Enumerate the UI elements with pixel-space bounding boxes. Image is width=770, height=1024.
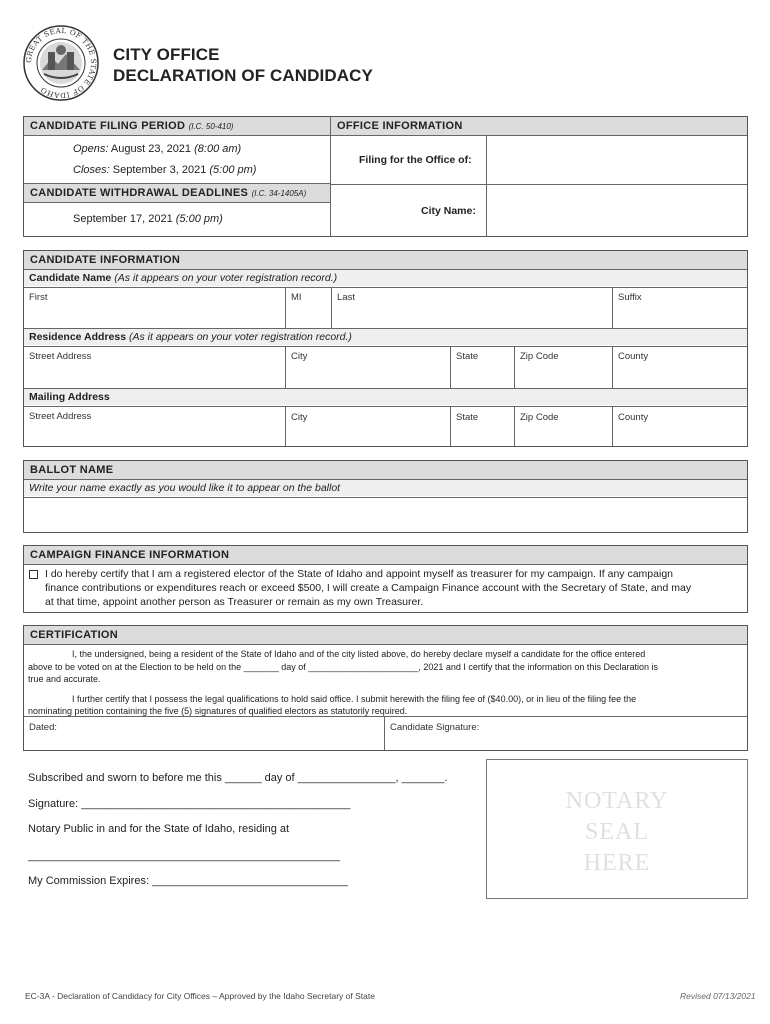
city-name-field[interactable] [487, 185, 747, 236]
mailing-street-field[interactable]: Street Address [29, 411, 92, 422]
mailing-zip-field[interactable]: Zip Code [520, 412, 559, 423]
mailing-city-field[interactable]: City [291, 412, 308, 423]
footer-form-id: EC-3A - Declaration of Candidacy for City Offices – Approved by the Idaho Secretary of State [25, 991, 375, 1001]
mailing-state-field[interactable]: State [456, 412, 479, 423]
residence-state-field[interactable]: State [456, 351, 479, 362]
residence-street-field[interactable]: Street Address [29, 351, 92, 362]
opens-line: Opens: August 23, 2021 (8:00 am) [73, 143, 242, 155]
office-of-field[interactable] [487, 136, 747, 183]
office-info-header: OFFICE INFORMATION [331, 117, 747, 135]
candidate-name-subheader: Candidate Name (As it appears on your voter registration record.) [24, 270, 747, 286]
first-name-field[interactable]: First [29, 292, 48, 303]
residence-county-field[interactable]: County [618, 351, 649, 362]
campaign-finance-text: I do hereby certify that I am a registered elector of the State of Idaho and appoint myself as treasurer for my campaign. If any campaign finance contributions or expenditures reach or exceed $500, I will create a Campaign Finance account with the Secretary of State, and may at that time, appoint another person as Treasurer or remain as my own Treasurer. [45, 568, 692, 608]
city-name-label: City Name: [421, 205, 476, 217]
closes-line: Closes: September 3, 2021 (5:00 pm) [73, 164, 257, 176]
notary-public-line: Notary Public in and for the State of Idaho, residing at [28, 823, 290, 835]
svg-text:GREAT SEAL OF THE STATE OF IDA: GREAT SEAL OF THE STATE OF IDAHO [23, 25, 99, 101]
notary-seal-box: NOTARY SEAL HERE [486, 759, 748, 899]
ballot-instruction: Write your name exactly as you would like it to appear on the ballot [24, 480, 747, 496]
state-seal-icon [22, 24, 100, 102]
mailing-county-field[interactable]: County [618, 412, 649, 423]
suffix-field[interactable]: Suffix [618, 292, 642, 303]
certification-header: CERTIFICATION [24, 626, 747, 644]
residence-city-field[interactable]: City [291, 351, 308, 362]
office-of-label: Filing for the Office of: [359, 154, 472, 166]
mi-field[interactable]: MI [291, 292, 302, 303]
last-name-field[interactable]: Last [337, 292, 355, 303]
certification-text: I, the undersigned, being a resident of the State of Idaho and of the city listed above, do hereby declare myself a candidate for the office entered above to be voted on at the Election to be held on the _______ day of ______________________, 2021 and I certify that the information on this Declaration is true and accurate. I further certify that I possess the legal qualifications to hold said office. I submit herewith the filing fee of ($40.00), or in lieu of the filing fee the nominating petition containing the five (5) signatures of qualified electors as statutorily required. [28, 649, 658, 716]
candidate-info-header: CANDIDATE INFORMATION [24, 251, 747, 269]
commission-expires-line[interactable]: My Commission Expires: ________________________________ [28, 875, 348, 887]
page-title: CITY OFFICE DECLARATION OF CANDIDACY [113, 45, 373, 85]
withdrawal-date: September 17, 2021 (5:00 pm) [73, 213, 223, 225]
residence-zip-field[interactable]: Zip Code [520, 351, 559, 362]
treasurer-checkbox[interactable] [29, 570, 38, 579]
footer-revised: Revised 07/13/2021 [680, 991, 756, 1001]
residence-blank-line[interactable]: ___________________________________________________ [28, 850, 341, 862]
notary-signature-line[interactable]: Signature: ____________________________________________ [28, 798, 351, 810]
filing-period-header: CANDIDATE FILING PERIOD (I.C. 50-410) [24, 117, 330, 136]
mailing-address-subheader: Mailing Address [24, 389, 747, 405]
ballot-name-field[interactable] [24, 498, 747, 532]
withdrawal-header: CANDIDATE WITHDRAWAL DEADLINES (I.C. 34-1405A) [24, 184, 330, 203]
campaign-finance-header: CAMPAIGN FINANCE INFORMATION [24, 546, 747, 564]
candidate-signature-field[interactable]: Candidate Signature: [390, 722, 480, 733]
dated-field[interactable]: Dated: [29, 722, 57, 733]
sworn-line: Subscribed and sworn to before me this ______ day of ________________, _______. [28, 772, 448, 784]
residence-address-subheader: Residence Address (As it appears on your voter registration record.) [24, 329, 747, 345]
ballot-name-header: BALLOT NAME [24, 461, 747, 479]
